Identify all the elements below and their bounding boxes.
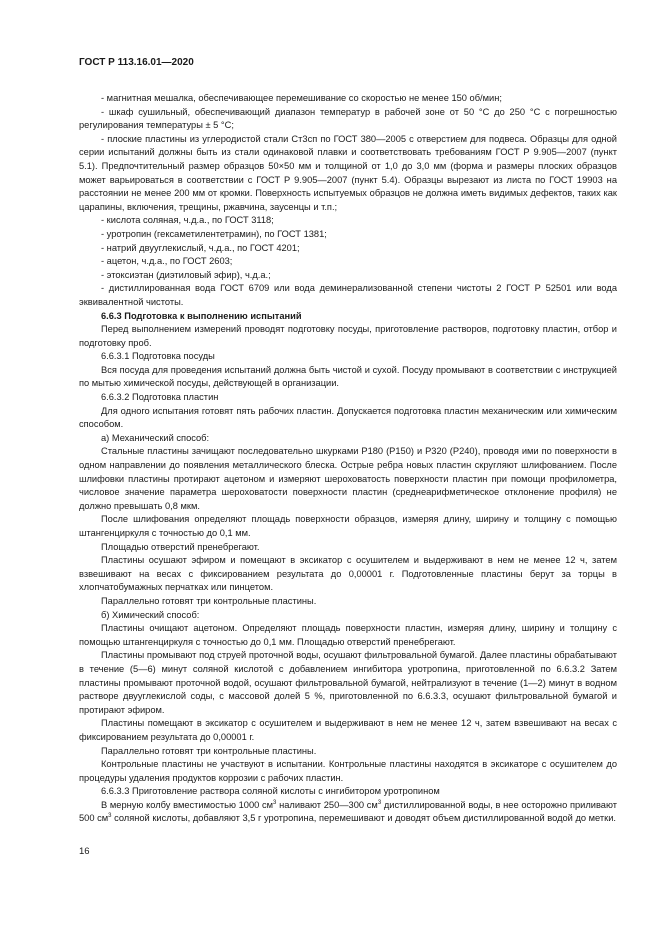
page-number: 16 [79, 846, 90, 857]
text-span: В мерную колбу вместимостью 1000 см [101, 799, 274, 810]
paragraph: 6.6.3.2 Подготовка пластин [101, 392, 219, 403]
paragraph: а) Механический способ: [101, 432, 210, 443]
paragraph: - кислота соляная, ч.д.а., по ГОСТ 3118; [101, 215, 274, 226]
section-heading: 6.6.3 Подготовка к выполнению испытаний [101, 310, 302, 321]
paragraph: Контрольные пластины не участвуют в испытании. Контрольные пластины находятся в эксикаторе с осушителем до процедуры удаления продуктов коррозии с рабочих пластин. [79, 759, 617, 783]
paragraph: Параллельно готовят три контрольные пластины. [101, 745, 317, 756]
paragraph: - шкаф сушильный, обеспечивающий диапазон температур в рабочей зоне от 50 °С до 250 °С с погрешностью регулирования температуры ± 5 °С; [79, 106, 617, 131]
superscript: 3 [108, 813, 112, 820]
document-body [79, 92, 617, 826]
paragraph: Пластины осушают эфиром и помещают в эксикатор с осушителем и выдерживают в нем не менее 12 ч, затем взвешивают на весах с фиксированием результата до 0,00001 г. Подготовленные пластины берут за торцы в хлопчатобумажных перчатках или пинцетом. [79, 555, 617, 593]
text-span: дистиллированной воды, в нее осторожно приливают 500 см [79, 799, 617, 824]
paragraph: - дистиллированная вода ГОСТ 6709 или вода деминерализованной степени чистоты 2 ГОСТ Р 52501 или вода эквивалентной чистоты. [79, 283, 617, 307]
paragraph: 6.6.3.3 Приготовление раствора соляной кислоты с ингибитором уротропином [101, 786, 440, 797]
paragraph: Перед выполнением измерений проводят подготовку посуды, приготовление растворов, подготовку пластин, отбор и подготовку проб. [79, 324, 617, 348]
paragraph: Параллельно готовят три контрольные пластины. [101, 595, 317, 606]
superscript: 3 [273, 799, 277, 806]
text-span: соляной кислоты, добавляют 3,5 г уротропина, перемешивают и доводят объем дистиллированной водой до метки. [111, 813, 616, 824]
paragraph: Вся посуда для проведения испытаний должна быть чистой и сухой. Посуду промывают в соответствии с инструкцией по мытью химической посуды, действующей в организации. [79, 364, 617, 389]
text-span: наливают 250—300 см [276, 799, 378, 810]
paragraph: - магнитная мешалка, обеспечивающее перемешивание со скоростью не менее 150 об/мин; [101, 93, 502, 103]
paragraph: Пластины помещают в эксикатор с осушителем и выдерживают в нем не менее 12 ч, затем взвешивают на весах с фиксированием результата до 0,00001 г. [79, 718, 617, 742]
superscript: 3 [377, 799, 382, 806]
paragraph: Для одного испытания готовят пять рабочих пластин. Допускается подготовка пластин механическим или химическим способом. [79, 405, 617, 430]
paragraph: б) Химический способ: [101, 609, 200, 620]
paragraph: - уротропин (гексаметилентетрамин), по ГОСТ 1381; [101, 228, 327, 239]
paragraph: - этоксиэтан (диэтиловый эфир), ч.д.а.; [101, 269, 271, 280]
paragraph: Площадью отверстий пренебрегают. [101, 541, 260, 552]
paragraph: Пластины промывают под струей проточной воды, осушают фильтровальной бумагой. Далее пластины обрабатывают в течение (5—6) минут соляной кислотой с добавлением ингибитора уротропина, приготовленной по 6.6.3.2 Затем пластины промывают проточной водой, осушают фильтровальной бумагой, нейтрализуют в течение (1—2) минут в водном растворе двууглекислой соды, с массовой долей 5 %, приготовленной по 6.6.3.3, осушают фильтровальной бумагой и протирают эфиром. [79, 650, 617, 715]
paragraph: После шлифования определяют площадь поверхности образцов, измеряя длину, ширину и толщину с помощью штангенциркуля с точностью до 0,1 мм. [79, 514, 617, 538]
paragraph: - натрий двууглекислый, ч.д.а., по ГОСТ 4201; [101, 242, 300, 253]
paragraph: Пластины очищают ацетоном. Определяют площадь поверхности пластин, измеряя длину, ширину и толщину с помощью штангенциркуля с точностью до 0,1 мм. Площадью отверстий пренебрегают. [79, 623, 617, 647]
paragraph: - плоские пластины из углеродистой стали Ст3сп по ГОСТ 380—2005 с отверстием для подвеса. Образцы для одной серии испытаний должны быть из стали одинаковой плавки и соответствовать требованиям ГОСТ Р 9.905—2007 (пункт 5.1). Предпочтительный размер образцов 50×50 мм и толщиной от 1,0 до 3,0 мм (форма и размеры плоских образцов может варьироваться в соответствии с ГОСТ Р 9.905—2007 (пункт 5.4). Образцы вырезают из листа по ГОСТ 19903 на расстоянии не менее 200 мм от кромки. Поверхность испытуемых образцов не должна иметь видимых дефектов, таких как царапины, включения, трещины, ржавчина, заусенцы и т.п.; [79, 133, 617, 212]
paragraph: Стальные пластины зачищают последовательно шкурками Р180 (Р150) и Р320 (Р240), проводя ими по поверхности в одном направлении до появления металлического блеска. Острые ребра новых пластин скругляют шлифованием. После шлифовки пластины протирают ацетоном и измеряют шероховатость поверхности пластин при помощи профилометра, числовое значение параметра шероховатости поверхности пластин (среднеарифметическое отклонение профиля) не должно превышать 0,8 мкм. [79, 446, 617, 511]
last-paragraph [79, 799, 617, 826]
paragraph: - ацетон, ч.д.а., по ГОСТ 2603; [101, 256, 233, 267]
document-header: ГОСТ Р 113.16.01—2020 [79, 57, 194, 68]
paragraph: 6.6.3.1 Подготовка посуды [101, 351, 215, 362]
